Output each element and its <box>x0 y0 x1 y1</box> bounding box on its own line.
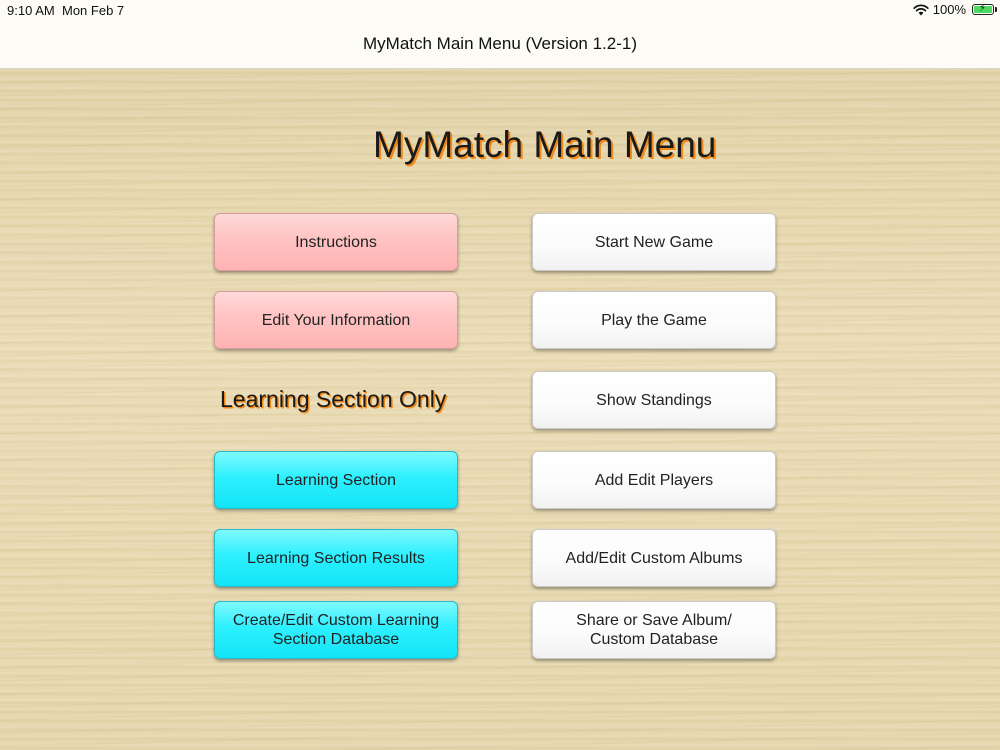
main-menu-heading: MyMatch Main Menu <box>373 124 717 165</box>
learning-section-results-button[interactable] <box>214 529 458 587</box>
add-edit-custom-albums-button-label: Add/Edit Custom Albums <box>565 549 743 567</box>
wifi-icon <box>913 4 929 16</box>
create-edit-custom-learning-button[interactable] <box>214 601 458 659</box>
add-edit-players-button[interactable] <box>532 451 776 509</box>
edit-your-information-button[interactable] <box>214 291 458 349</box>
share-or-save-album-button[interactable] <box>532 601 776 659</box>
start-new-game-button[interactable] <box>532 213 776 271</box>
status-indicators <box>913 2 994 17</box>
show-standings-button-label: Show Standings <box>596 391 712 409</box>
main-content <box>0 69 1000 750</box>
learning-section-heading: Learning Section Only <box>220 386 447 412</box>
learning-section-button-label: Learning Section <box>275 471 397 489</box>
top-bar <box>0 0 1000 69</box>
start-new-game-button-label: Start New Game <box>594 233 714 251</box>
show-standings-button[interactable] <box>532 371 776 429</box>
play-the-game-button-label: Play the Game <box>601 311 707 329</box>
add-edit-custom-albums-button[interactable] <box>532 529 776 587</box>
instructions-button-label: Instructions <box>295 233 377 251</box>
battery-percent: 100% <box>932 2 966 17</box>
battery-charging-icon: ⚡ <box>972 4 994 15</box>
status-time: 9:10 AM <box>7 3 55 18</box>
add-edit-players-button-label: Add Edit Players <box>594 471 714 489</box>
nav-title: MyMatch Main Menu (Version 1.2-1) <box>363 34 637 53</box>
edit-your-information-button-label: Edit Your Information <box>261 311 411 329</box>
learning-section-button[interactable] <box>214 451 458 509</box>
learning-section-results-button-label: Learning Section Results <box>247 549 425 567</box>
instructions-button[interactable] <box>214 213 458 271</box>
play-the-game-button[interactable] <box>532 291 776 349</box>
create-edit-custom-learning-button-label: Create/Edit Custom Learning Section Database <box>232 612 440 648</box>
status-date: Mon Feb 7 <box>62 3 125 18</box>
share-or-save-album-button-label: Share or Save Album/ Custom Database <box>576 612 732 648</box>
